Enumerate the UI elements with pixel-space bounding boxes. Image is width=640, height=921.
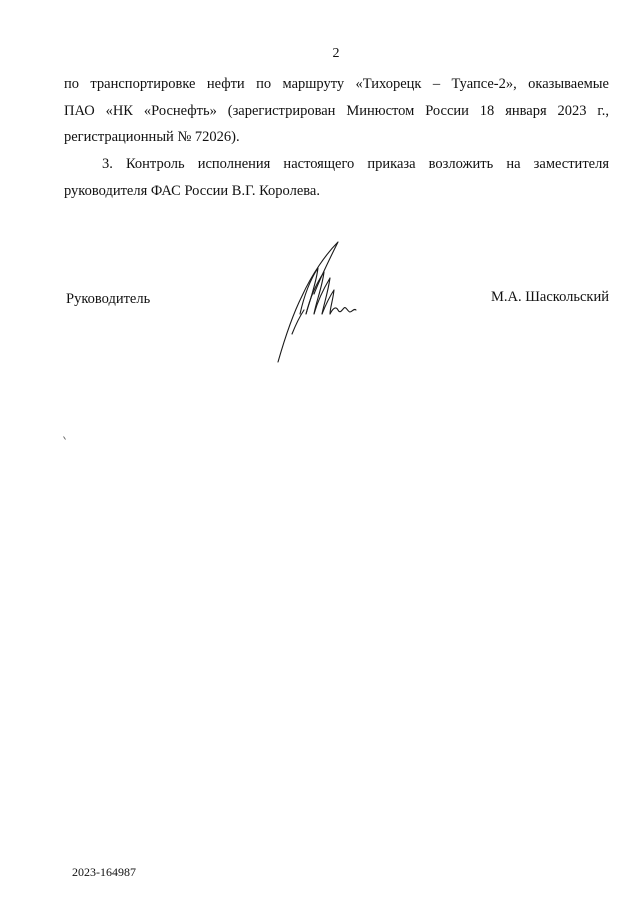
paragraph-item-3 (64, 151, 609, 204)
paragraph-line: регистрационный № 72026). (64, 129, 240, 145)
paragraph-tariff-reference (64, 71, 609, 151)
paragraph-line: ПАО «НК «Роснефть» (зарегистрирован Минюстом России 18 января 2023 г., (64, 102, 609, 119)
handwritten-signature (270, 236, 370, 366)
paragraph-line: по транспортировке нефти по маршруту «Тихорецк – Туапсе-2», оказываемые (64, 76, 609, 92)
signer-title: Руководитель (66, 291, 151, 307)
scan-speck (63, 436, 66, 440)
page-number: 2 (332, 46, 340, 61)
document-registration-number: 2023-164987 (72, 865, 136, 879)
paragraph-line: руководителя ФАС России В.Г. Королева. (64, 182, 320, 199)
paragraph-line: 3. Контроль исполнения настоящего приказа возложить на заместителя (102, 156, 609, 172)
signer-name: М.А. Шаскольский (491, 289, 609, 305)
